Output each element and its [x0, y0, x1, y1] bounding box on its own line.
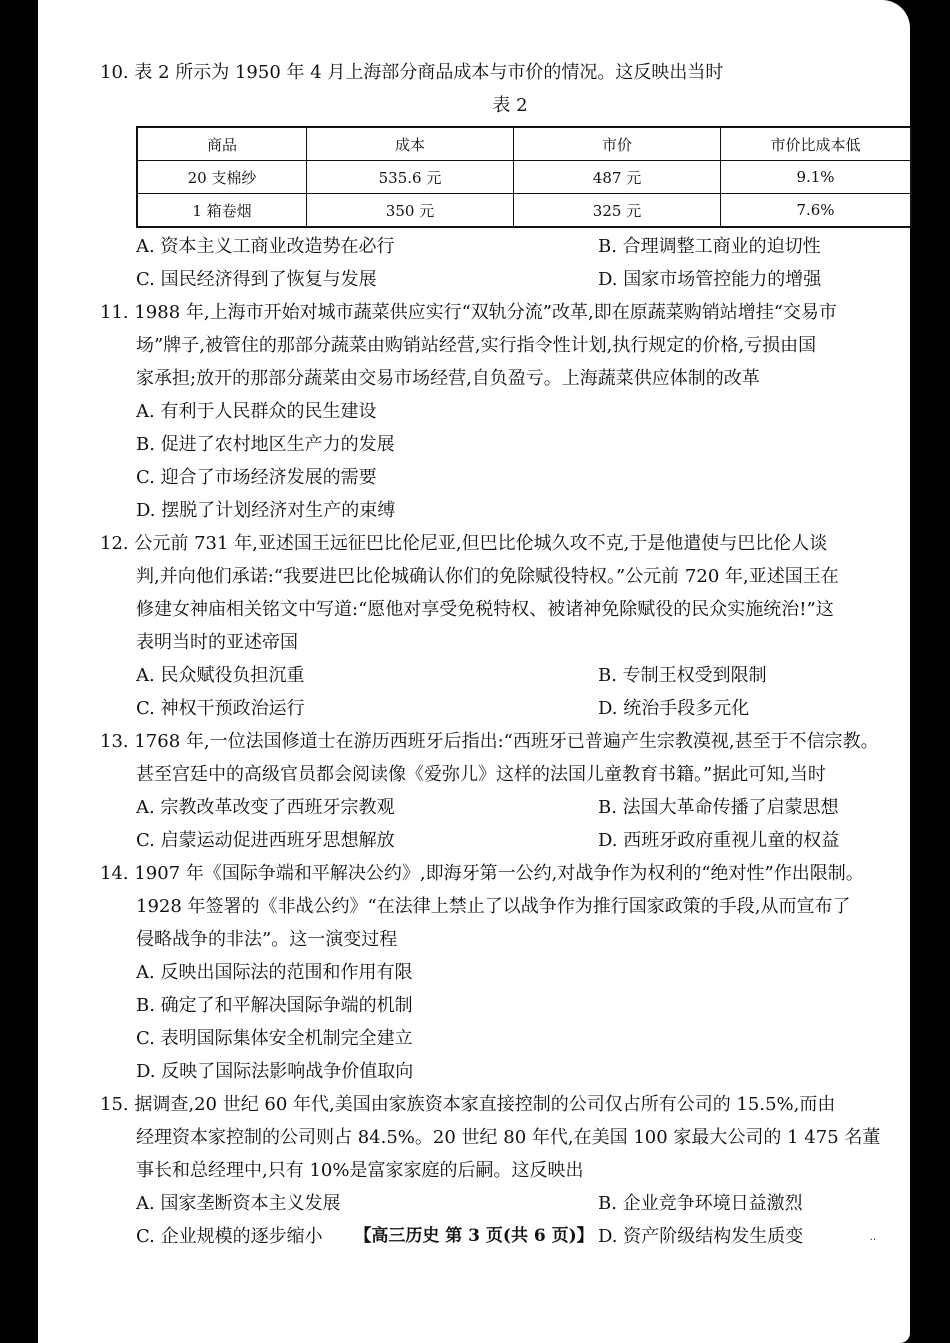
table-cell: 9.1% [721, 161, 912, 194]
option-c[interactable]: C. 表明国际集体安全机制完全建立 [136, 1028, 413, 1049]
question-stem-line: 12. 公元前 731 年,亚述国王远征巴比伦尼亚,但巴比伦城久攻不克,于是他遣使与巴比伦人谈 [100, 533, 828, 554]
question-stem-line: 14. 1907 年《国际争端和平解决公约》,即海牙第一公约,对战争作为权利的“绝对性”作出限制。 [100, 863, 864, 884]
question-13 [100, 725, 920, 857]
table-cell: 350 元 [307, 194, 514, 228]
option-c[interactable]: C. 启蒙运动促进西班牙思想解放 [136, 830, 395, 851]
option-c[interactable]: C. 企业规模的逐步缩小 [136, 1226, 323, 1247]
table-header-cell: 成本 [307, 127, 514, 161]
option-b[interactable]: B. 合理调整工商业的迫切性 [598, 236, 821, 257]
option-d[interactable]: D. 国家市场管控能力的增强 [598, 269, 822, 290]
options-row [100, 791, 920, 824]
option-c[interactable]: C. 国民经济得到了恢复与发展 [136, 269, 377, 290]
option-b[interactable]: B. 确定了和平解决国际争端的机制 [136, 995, 413, 1016]
option-c[interactable]: C. 神权干预政治运行 [136, 698, 305, 719]
exam-page [38, 0, 910, 1343]
table-cell: 20 支棉纱 [137, 161, 307, 194]
options-row [100, 263, 920, 296]
option-a[interactable]: A. 国家垄断资本主义发展 [136, 1193, 341, 1214]
option-d[interactable]: D. 统治手段多元化 [598, 698, 750, 719]
option-d[interactable]: D. 西班牙政府重视儿童的权益 [598, 830, 840, 851]
option-b[interactable]: B. 促进了农村地区生产力的发展 [136, 434, 395, 455]
option-d[interactable]: D. 资产阶级结构发生质变 [598, 1226, 804, 1247]
option-c[interactable]: C. 迎合了市场经济发展的需要 [136, 467, 377, 488]
option-b[interactable]: B. 专制王权受到限制 [598, 665, 767, 686]
options-row [100, 230, 920, 263]
question-stem-line: 家承担;放开的那部分蔬菜由交易市场经营,自负盈亏。上海蔬菜供应体制的改革 [136, 368, 760, 389]
question-stem-line: 判,并向他们承诺:“我要进巴比伦城确认你们的免除赋役特权。”公元前 720 年,亚述国王在 [136, 566, 839, 587]
option-a[interactable]: A. 资本主义工商业改造势在必行 [136, 236, 395, 257]
table-cell: 1 箱卷烟 [137, 194, 307, 228]
question-stem-line: 事长和总经理中,只有 10%是富家家庭的后嗣。这反映出 [136, 1160, 584, 1181]
option-a[interactable]: A. 反映出国际法的范围和作用有限 [136, 962, 413, 983]
question-stem-line: 11. 1988 年,上海市开始对城市蔬菜供应实行“双轨分流”改革,即在原蔬菜购销站增挂“交易市 [100, 302, 837, 323]
question-stem-line: 经理资本家控制的公司则占 84.5%。20 世纪 80 年代,在美国 100 家最大公司的 1 475 名董 [136, 1127, 881, 1148]
question-11 [100, 296, 920, 527]
option-b[interactable]: B. 企业竞争环境日益激烈 [598, 1193, 803, 1214]
options-row [100, 824, 920, 857]
table-header-cell: 市价比成本低 [721, 127, 912, 161]
question-stem-line: 侵略战争的非法”。这一演变过程 [136, 929, 398, 950]
question-stem-line: 修建女神庙相关铭文中写道:“愿他对享受免税特权、被诸神免除赋役的民众实施统治!”这 [136, 599, 834, 620]
table-header-cell: 商品 [137, 127, 307, 161]
options-row [100, 1187, 920, 1220]
options-row [100, 692, 920, 725]
page-content [100, 56, 920, 1253]
option-a[interactable]: A. 有利于人民群众的民生建设 [136, 401, 377, 422]
option-d[interactable]: D. 摆脱了计划经济对生产的束缚 [136, 500, 396, 521]
table-cell: 487 元 [514, 161, 721, 194]
price-table [136, 126, 912, 228]
table-cell: 7.6% [721, 194, 912, 228]
table-cell: 325 元 [514, 194, 721, 228]
question-12 [100, 527, 920, 725]
question-stem-line: 甚至宫廷中的高级官员都会阅读像《爱弥儿》这样的法国儿童教育书籍。”据此可知,当时 [136, 764, 826, 785]
page-footer: 【高三历史 第 3 页(共 6 页)】 [354, 1226, 594, 1246]
option-d[interactable]: D. 反映了国际法影响战争价值取向 [136, 1061, 414, 1082]
table-header-row [137, 127, 911, 161]
table-row [137, 161, 911, 194]
question-14 [100, 857, 920, 1088]
question-stem-line: 场”牌子,被管住的那部分蔬菜由购销站经营,实行指令性计划,执行规定的价格,亏损由国 [136, 335, 817, 356]
corner-mark: .. [869, 1232, 876, 1243]
question-stem-line: 13. 1768 年,一位法国修道士在游历西班牙后指出:“西班牙已普遍产生宗教漠视,甚至于不信宗教。 [100, 731, 879, 752]
question-stem-line: 1928 年签署的《非战公约》“在法律上禁止了以战争作为推行国家政策的手段,从而宣布了 [136, 896, 851, 917]
question-stem-line: 表明当时的亚述帝国 [136, 632, 298, 653]
table-row [137, 194, 911, 228]
option-a[interactable]: A. 宗教改革改变了西班牙宗教观 [136, 797, 395, 818]
table-header-cell: 市价 [514, 127, 721, 161]
table-cell: 535.6 元 [307, 161, 514, 194]
option-a[interactable]: A. 民众赋役负担沉重 [136, 665, 305, 686]
question-10 [100, 56, 920, 296]
options-row [100, 659, 920, 692]
option-b[interactable]: B. 法国大革命传播了启蒙思想 [598, 797, 839, 818]
table-caption: 表 2 [492, 95, 528, 116]
question-stem: 10. 表 2 所示为 1950 年 4 月上海部分商品成本与市价的情况。这反映出当时 [100, 62, 724, 83]
question-stem-line: 15. 据调查,20 世纪 60 年代,美国由家族资本家直接控制的公司仅占所有公司的 15.5%,而由 [100, 1094, 836, 1115]
